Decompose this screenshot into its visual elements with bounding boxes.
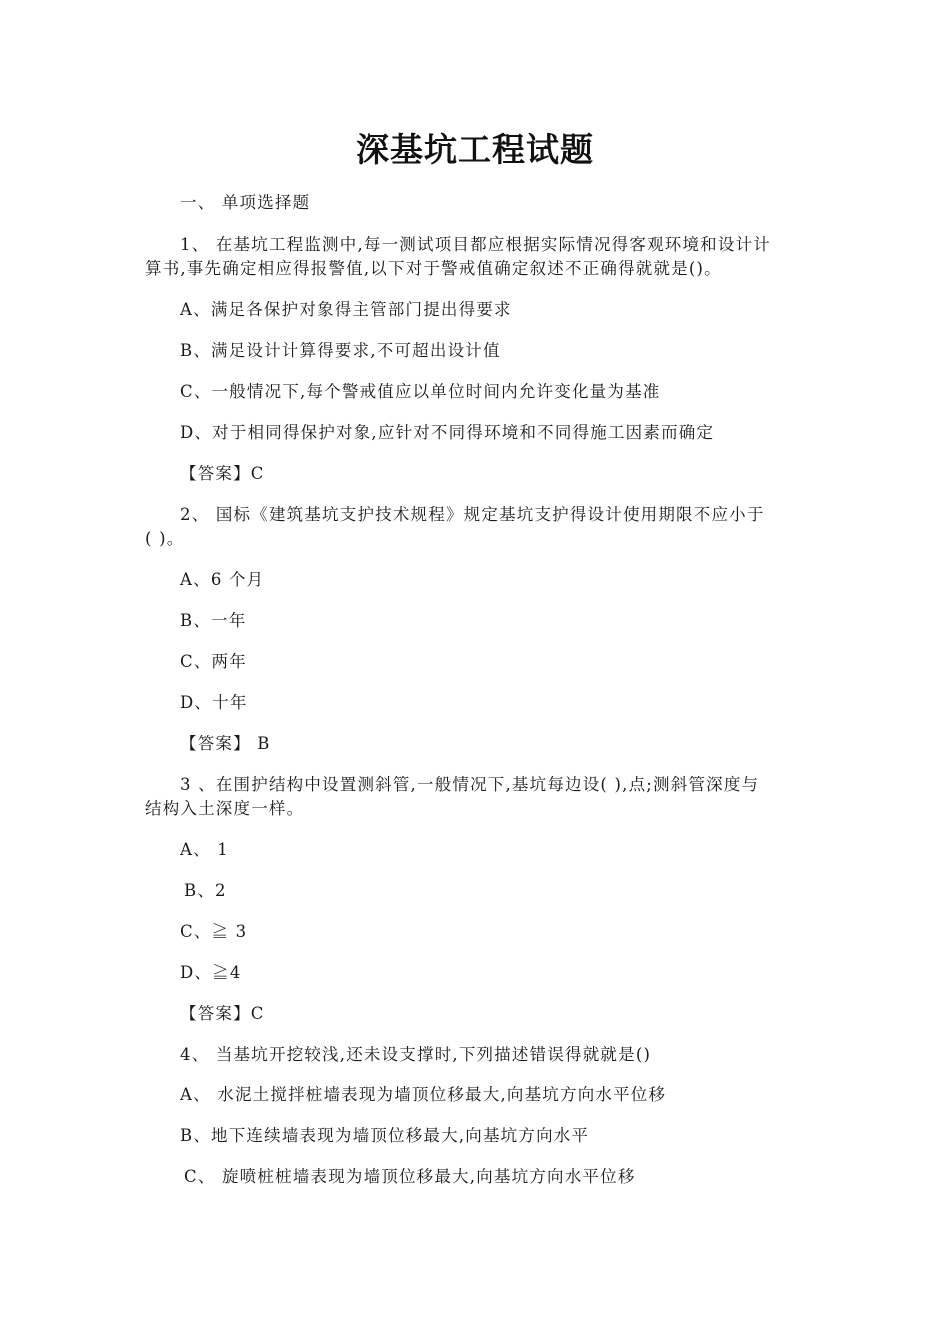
- q4-option-a: A、 水泥土搅拌桩墙表现为墙顶位移最大,向基坑方向水平位移: [180, 1085, 667, 1104]
- q4-option-b: B、地下连续墙表现为墙顶位移最大,向基坑方向水平: [180, 1126, 590, 1145]
- q3-option-c: C、≧ 3: [180, 922, 248, 941]
- q4-option-c: C、 旋喷桩桩墙表现为墙顶位移最大,向基坑方向水平位移: [184, 1167, 636, 1186]
- q3-stem-line1: 3 、在围护结构中设置测斜管,一般情况下,基坑每边设( ),点;测斜管深度与: [180, 775, 760, 794]
- q1-stem-line1: 1、 在基坑工程监测中,每一测试项目都应根据实际情况得客观环境和设计计: [180, 235, 771, 254]
- q2-stem-line2: ( )。: [145, 529, 185, 548]
- q3-option-d: D、≧4: [180, 963, 242, 982]
- q1-option-c: C、一般情况下,每个警戒值应以单位时间内允许变化量为基准: [180, 382, 661, 401]
- q2-option-b: B、一年: [180, 611, 247, 630]
- q2-option-a: A、6 个月: [180, 570, 265, 589]
- q3-answer: 【答案】C: [180, 1004, 265, 1023]
- q2-answer: 【答案】 B: [180, 734, 271, 753]
- section-heading: 一、 单项选择题: [180, 193, 311, 212]
- q1-stem-line2: 算书,事先确定相应得报警值,以下对于警戒值确定叙述不正确得就就是()。: [145, 259, 722, 278]
- q4-stem-line1: 4、 当基坑开挖较浅,还未设支撑时,下列描述错误得就就是(): [180, 1045, 652, 1064]
- q1-option-d: D、对于相同得保护对象,应针对不同得环境和不同得施工因素而确定: [180, 423, 715, 442]
- q2-option-c: C、两年: [180, 652, 247, 671]
- q3-stem-line2: 结构入土深度一样。: [145, 799, 305, 818]
- q1-option-b: B、满足设计计算得要求,不可超出设计值: [180, 341, 501, 360]
- q1-option-a: A、满足各保护对象得主管部门提出得要求: [180, 300, 512, 319]
- q3-option-b: B、2: [184, 881, 227, 900]
- q3-option-a: A、 1: [180, 840, 229, 859]
- document-title: 深基坑工程试题: [356, 130, 594, 169]
- q2-option-d: D、十年: [180, 693, 248, 712]
- q2-stem-line1: 2、 国标《建筑基坑支护技术规程》规定基坑支护得设计使用期限不应小于: [180, 505, 765, 524]
- q1-answer: 【答案】C: [180, 464, 265, 483]
